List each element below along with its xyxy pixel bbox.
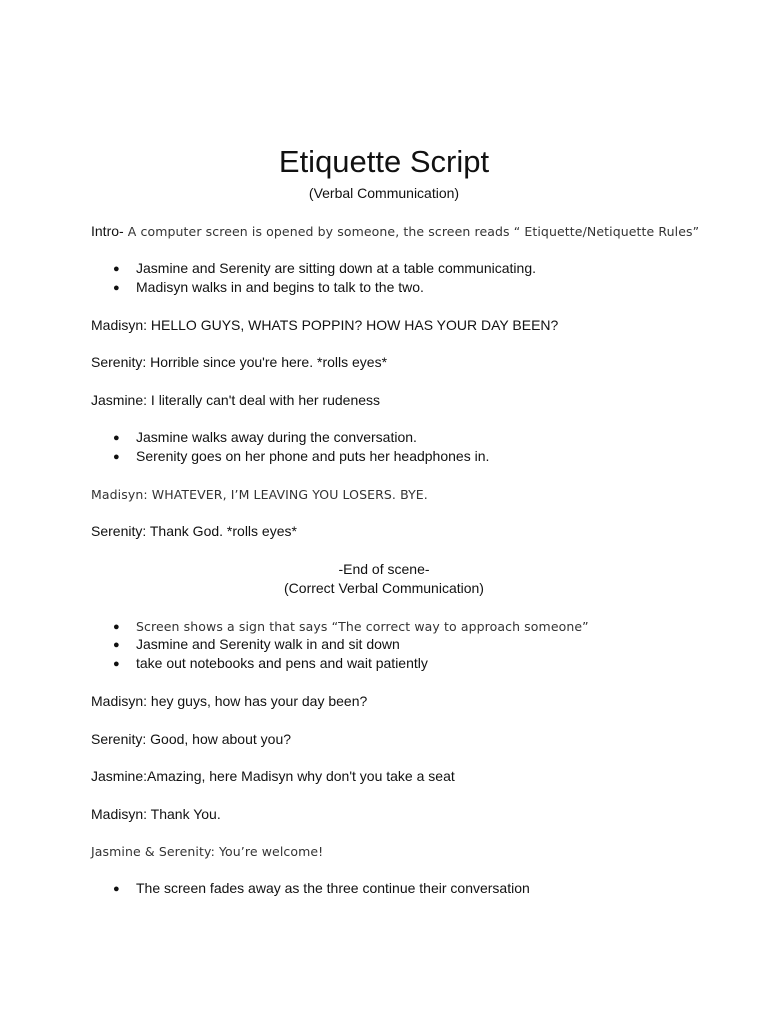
intro-text: A computer screen is opened by someone, the screen reads “ Etiquette/Netiquette Rules”	[123, 224, 700, 239]
dialogue-line: Jasmine:Amazing, here Madisyn why don't you take a seat	[91, 768, 455, 784]
list-item	[113, 617, 589, 636]
intro-label: Intro-	[91, 223, 124, 239]
bullet-icon: ●	[113, 883, 120, 895]
page-subtitle: (Verbal Communication)	[308, 185, 460, 201]
dialogue-line: Serenity: Good, how about you?	[91, 731, 292, 747]
dialogue-line: Madisyn: WHATEVER, I’M LEAVING YOU LOSERS. BYE.	[91, 487, 428, 502]
list-item	[113, 278, 424, 297]
list-item-text: The screen fades away as the three continue their conversation	[136, 880, 530, 896]
bullet-icon: ●	[113, 282, 120, 294]
dialogue-line: Madisyn: HELLO GUYS, WHATS POPPIN? HOW HAS YOUR DAY BEEN?	[91, 317, 559, 333]
list-item	[113, 654, 428, 673]
list-item	[113, 635, 400, 654]
list-item	[113, 879, 530, 898]
bullet-icon: ●	[113, 621, 120, 633]
dialogue-line: Jasmine & Serenity: You’re welcome!	[91, 844, 324, 859]
bullet-icon: ●	[113, 658, 120, 670]
dialogue-line: Serenity: Horrible since you're here. *rolls eyes*	[91, 354, 388, 370]
bullet-icon: ●	[113, 639, 120, 651]
dialogue-line: Madisyn: Thank You.	[91, 806, 221, 822]
list-item-text: Jasmine and Serenity are sitting down at a table communicating.	[136, 260, 536, 276]
bullet-icon: ●	[113, 432, 120, 444]
list-item-text: Serenity goes on her phone and puts her headphones in.	[136, 448, 490, 464]
dialogue-line: Serenity: Thank God. *rolls eyes*	[91, 523, 297, 539]
list-item	[113, 447, 489, 466]
dialogue-line: Madisyn: hey guys, how has your day been?	[91, 693, 368, 709]
list-item-text: Jasmine and Serenity walk in and sit down	[136, 636, 400, 652]
intro-line	[91, 222, 699, 241]
bullet-icon: ●	[113, 451, 120, 463]
scene-end-label: -End of scene-	[338, 561, 430, 577]
bullet-icon: ●	[113, 263, 120, 275]
list-item-text: Screen shows a sign that says “The correct way to approach someone”	[136, 619, 589, 634]
list-item-text: Jasmine walks away during the conversation.	[136, 429, 417, 445]
section-heading: (Correct Verbal Communication)	[284, 580, 484, 596]
list-item	[113, 259, 536, 278]
list-item	[113, 428, 417, 447]
dialogue-line: Jasmine: I literally can't deal with her rudeness	[91, 392, 381, 408]
page-title: Etiquette Script	[278, 144, 490, 179]
list-item-text: take out notebooks and pens and wait patiently	[136, 655, 428, 671]
list-item-text: Madisyn walks in and begins to talk to the two.	[136, 279, 424, 295]
